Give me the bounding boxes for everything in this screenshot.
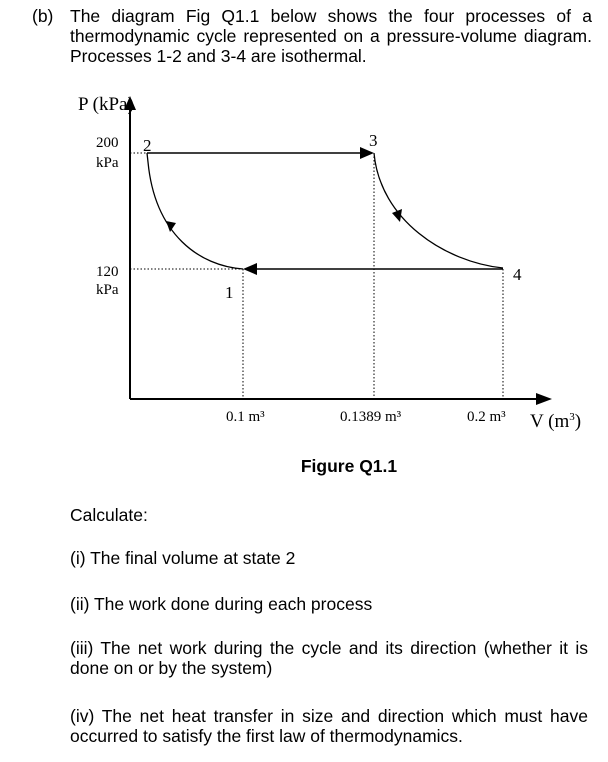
guide-lines <box>130 153 503 399</box>
y-tick-200-unit: kPa <box>96 155 119 171</box>
figure-caption: Figure Q1.1 <box>300 456 398 476</box>
process-1-2 <box>147 153 243 269</box>
state-3-label: 3 <box>369 131 378 150</box>
question-ii: (ii) The work done during each process <box>70 594 373 614</box>
arrow-1-2-icon <box>166 221 176 232</box>
intro-text: The diagram Fig Q1.1 below shows the four processes of a thermodynamic cycle represented on a pressure-volume diagram. Processes 1-2 and 3-4 are isothermal. <box>70 6 592 66</box>
y-tick-200-value: 200 <box>96 135 119 151</box>
question-iv: (iv) The net heat transfer in size and direction which must have occurred to satisfy the first law of thermodynamics. <box>70 706 588 746</box>
questions-heading: Calculate: <box>70 505 148 525</box>
process-3-4 <box>374 153 503 268</box>
x-tick-0.1: 0.1 m³ <box>226 409 265 425</box>
part-label: (b) <box>32 6 54 26</box>
y-tick-120-value: 120 <box>96 264 119 280</box>
question-i: (i) The final volume at state 2 <box>70 548 296 568</box>
y-tick-120-unit: kPa <box>96 282 119 298</box>
x-tick-0.1389: 0.1389 m³ <box>340 409 402 425</box>
x-axis-arrow-icon <box>536 393 552 405</box>
question-iii: (iii) The net work during the cycle and its direction (whether it is done on or by the system) <box>70 638 588 678</box>
x-tick-0.2: 0.2 m³ <box>467 409 506 425</box>
state-1-label: 1 <box>225 283 234 302</box>
y-axis-label: P (kPa) <box>78 94 134 115</box>
state-4-label: 4 <box>513 265 522 284</box>
x-axis-label: V $(m^3)$ <box>530 411 582 432</box>
arrow-4-1-icon <box>243 263 257 275</box>
state-2-label: 2 <box>143 136 152 155</box>
